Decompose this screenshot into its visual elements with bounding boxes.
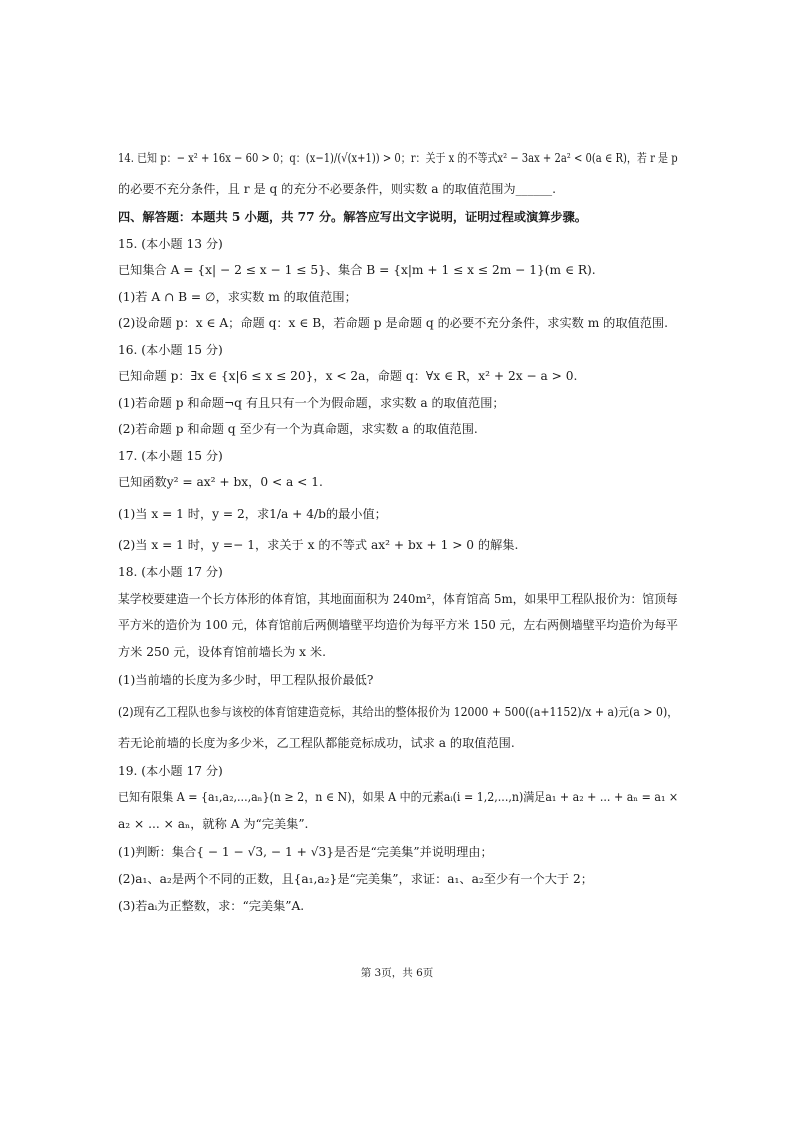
q16-part-1: (1)若命题 p 和命题¬q 有且只有一个为假命题，求实数 a 的取值范围； [118,396,505,410]
q15-part-1: (1)若 A ∩ B = ∅，求实数 m 的取值范围； [118,290,357,304]
q19-part-2: (2)a₁、a₂是两个不同的正数，且{a₁,a₂}是“完美集”，求证：a₁、a₂至少有一个大于 2； [118,872,593,886]
q16-stem: 已知命题 p：∃x ∈ {x|6 ≤ x ≤ 20}，x < 2a，命题 q：∀x ∈ R，x² + 2x − a > 0. [118,369,578,383]
q17-part-2: (2)当 x = 1 时，y =− 1，求关于 x 的不等式 ax² + bx + 1 > 0 的解集. [118,538,519,552]
q15-part-2: (2)设命题 p：x ∈ A；命题 q：x ∈ B，若命题 p 是命题 q 的必要不充分条件，求实数 m 的取值范围. [118,316,668,330]
q18-part-2-cont: 若无论前墙的长度为多少米，乙工程队都能竞标成功，试求 a 的取值范围. [118,736,515,750]
q17-stem: 已知函数y² = ax² + bx，0 < a < 1. [118,475,323,489]
q16-heading: 16. (本小题 15 分) [118,343,223,357]
q17-heading: 17. (本小题 15 分) [118,449,223,463]
q18-stem-3: 方米 250 元，设体育馆前墙长为 x 米. [118,645,326,659]
q15-stem: 已知集合 A = {x| − 2 ≤ x − 1 ≤ 5}、集合 B = {x|m + 1 ≤ x ≤ 2m − 1}(m ∈ R). [118,263,596,277]
section-heading: 四、解答题：本题共 5 小题，共 77 分。解答应写出文字说明，证明过程或演算步骤。 [118,210,587,224]
q19-part-1: (1)判断：集合{ − 1 − √3, − 1 + √3}是否是“完美集”并说明理由； [118,845,493,859]
q18-part-2: (2)现有乙工程队也参与该校的体育馆建造竞标，其给出的整体报价为 12000 + 500((a+1152)/x + a)元(a > 0)， [118,705,679,719]
q19-heading: 19. (本小题 17 分) [118,764,223,778]
page-footer: 第 3页，共 6页 [360,967,434,979]
q15-heading: 15. (本小题 13 分) [118,237,223,251]
q18-stem-1: 某学校要建造一个长方体形的体育馆，其地面面积为 240m²，体育馆高 5m，如果甲工程队报价为：馆顶每 [118,592,678,606]
q18-stem-2: 平方米的造价为 100 元，体育馆前后两侧墙壁平均造价为每平方米 150 元，左右两侧墙壁平均造价为每平 [118,618,678,632]
q19-part-3: (3)若aᵢ为正整数，求：“完美集”A. [118,899,305,913]
q17-part-1: (1)当 x = 1 时，y = 2，求1/a + 4/b的最小值； [118,507,387,521]
q19-stem-1: 已知有限集 A = {a₁,a₂,...,aₙ}(n ≥ 2，n ∈ N)，如果 A 中的元素aᵢ(i = 1,2,...,n)满足a₁ + a₂ + ... + aₙ = a₁ × [118,790,679,804]
q16-part-2: (2)若命题 p 和命题 q 至少有一个为真命题，求实数 a 的取值范围. [118,422,478,436]
q19-stem-2: a₂ × ... × aₙ，就称 A 为“完美集”. [118,817,309,831]
q18-part-1: (1)当前墙的长度为多少时，甲工程队报价最低? [118,673,374,687]
q14-line-2: 的必要不充分条件，且 r 是 q 的充分不必要条件，则实数 a 的取值范围为______. [118,182,557,196]
q14-line-1: 14. 已知 p：− x² + 16x − 60 > 0；q：(x−1)/(√(x+1)) > 0；r：关于 x 的不等式x² − 3ax + 2a² < 0(a ∈ R)，若 r 是 p [118,151,678,165]
q18-heading: 18. (本小题 17 分) [118,565,223,579]
